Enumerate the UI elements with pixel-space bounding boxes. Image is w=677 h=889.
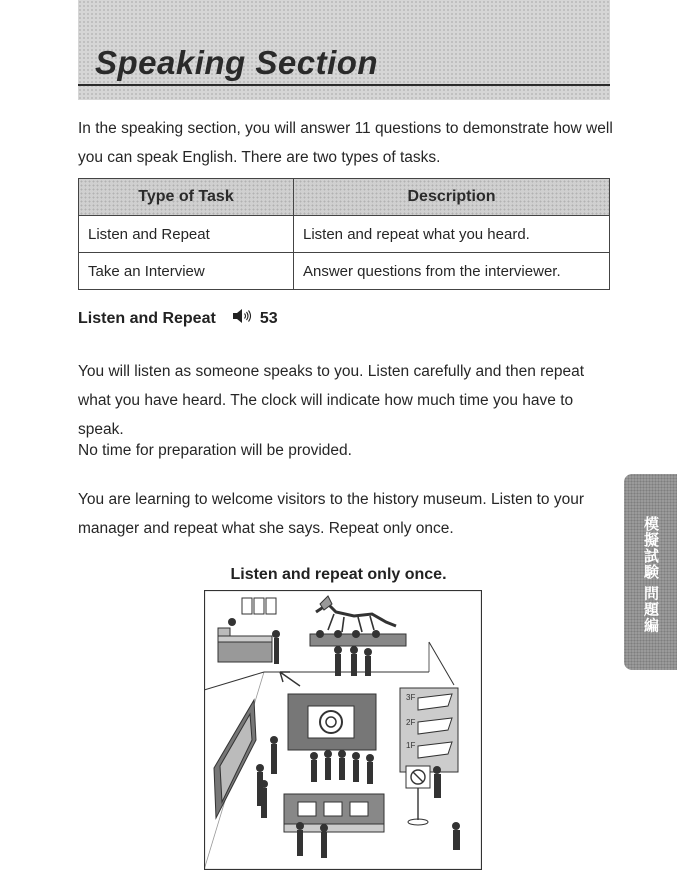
instruction-paragraph: You will listen as someone speaks to you. Listen carefully and then repeat what you have heard. The clock will indicate how much time you have to speak.: [78, 363, 585, 438]
floor-guide: [400, 688, 458, 772]
intro-paragraph: In the speaking section, you will answer 11 questions to demonstrate how well you can speak English. There are two types of tasks.: [78, 120, 613, 166]
task-type-table: [78, 178, 610, 290]
table-cell: Listen and repeat what you heard.: [294, 216, 610, 253]
table-header-cell: Type of Task: [79, 179, 294, 216]
table-cell: Take an Interview: [79, 253, 294, 290]
table-header-cell: Description: [294, 179, 610, 216]
floor-label: 3F: [406, 693, 416, 702]
speaker-icon: [232, 309, 252, 328]
listen-repeat-heading-text: Listen and Repeat: [78, 309, 216, 327]
museum-illustration: [204, 590, 482, 870]
title-underline: [78, 84, 610, 86]
audio-track-number: 53: [259, 309, 278, 327]
page-title: Speaking Section: [95, 44, 379, 81]
table-cell: Listen and Repeat: [79, 216, 294, 253]
table-cell: Answer questions from the interviewer.: [294, 253, 610, 290]
side-tab-label: 模擬試験 問題編: [642, 516, 659, 634]
floor-label: 1F: [406, 741, 416, 750]
table-row: [79, 216, 610, 253]
fossil-exhibit: [288, 694, 376, 750]
table-header-row: [79, 179, 610, 216]
listen-repeat-heading: [78, 309, 278, 328]
illustration-caption: Listen and repeat only once.: [230, 566, 447, 583]
floor-label: 2F: [406, 718, 416, 727]
table-row: [79, 253, 610, 290]
instruction-paragraph: No time for preparation will be provided.: [78, 442, 352, 459]
instruction-paragraph: You are learning to welcome visitors to the history museum. Listen to your manager and repeat what she says. Repeat only once.: [78, 491, 585, 537]
